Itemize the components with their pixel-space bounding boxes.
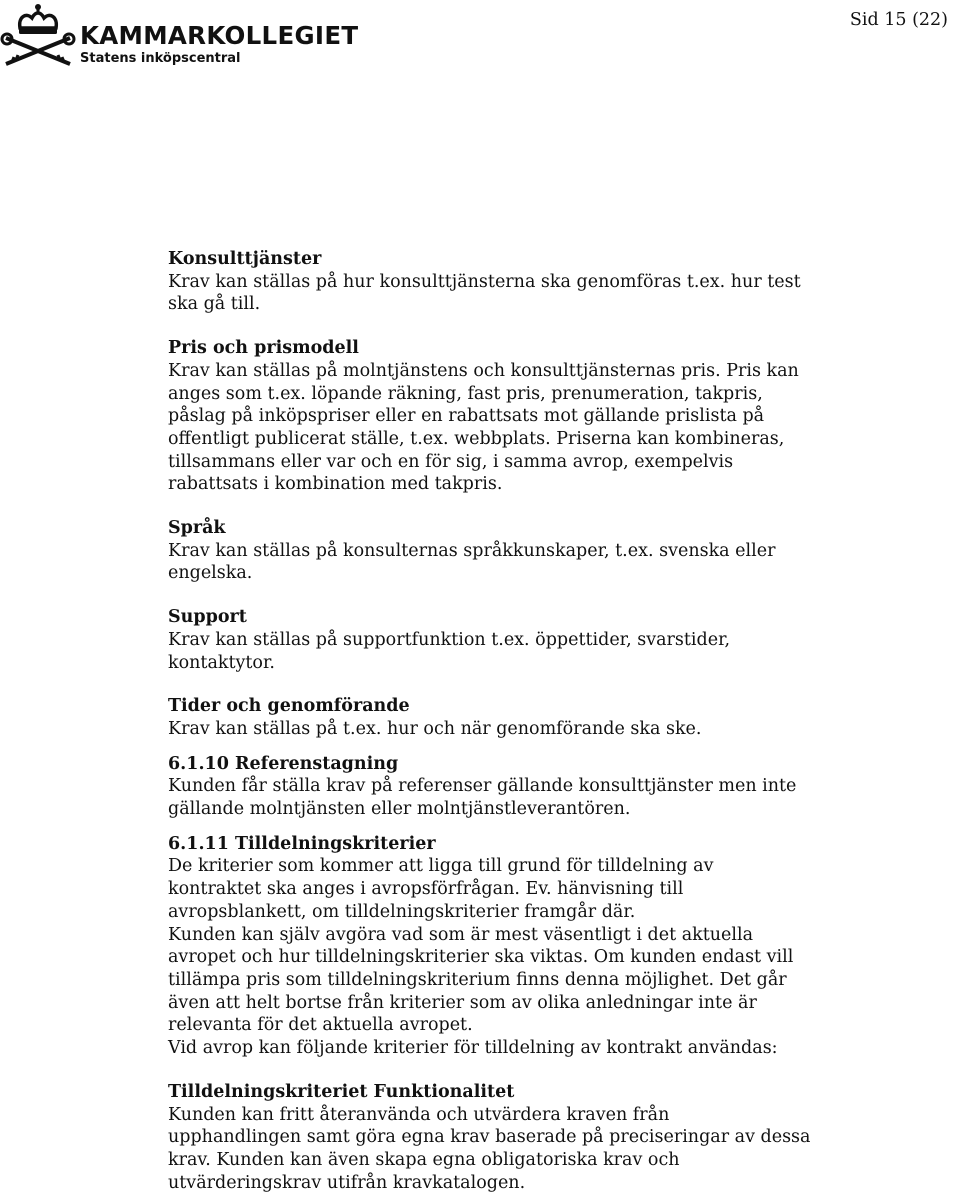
- body-line: rabattsats i kombination med takpris.: [168, 474, 503, 495]
- body-line: Krav kan ställas på t.ex. hur och när genomförande ska ske.: [168, 718, 702, 739]
- document-body: [168, 248, 818, 1194]
- body-line: Vid avrop kan följande kriterier för tilldelning av kontrakt användas:: [168, 1038, 778, 1059]
- body-line: engelska.: [168, 563, 253, 584]
- section-heading: Support: [168, 607, 247, 628]
- body-line: kontraktet ska anges i avropsförfrågan. Ev. hänvisning till: [168, 879, 684, 900]
- logo-subtitle: Statens inköpscentral: [80, 51, 241, 66]
- crown-and-keys-icon: [0, 2, 76, 66]
- body-line: Krav kan ställas på hur konsulttjänsterna ska genomföras t.ex. hur test: [168, 271, 801, 292]
- section-konsulttjanster: [168, 248, 818, 316]
- body-line: Kunden kan fritt återanvända och utvärdera kraven från: [168, 1104, 670, 1125]
- body-line: tillämpa pris som tilldelningskriterium finns denna möjlighet. Det går: [168, 969, 787, 990]
- section-heading: Tider och genomförande: [168, 696, 410, 717]
- body-line: relevanta för det aktuella avropet.: [168, 1015, 473, 1036]
- section-heading: Konsulttjänster: [168, 249, 322, 269]
- section-heading: Pris och prismodell: [168, 338, 359, 359]
- body-line: kontaktytor.: [168, 652, 275, 673]
- section-referenstagning: [168, 753, 818, 821]
- body-line: tillsammans eller var och en för sig, i samma avrop, exempelvis: [168, 451, 734, 472]
- body-line: Kunden får ställa krav på referenser gällande konsulttjänster men inte: [168, 776, 797, 797]
- body-line: Kunden kan själv avgöra vad som är mest väsentligt i det aktuella: [168, 924, 754, 945]
- section-tilldelningskriterier: [168, 833, 818, 1060]
- page-number: Sid 15 (22): [849, 10, 948, 30]
- body-line: även att helt bortse från kriterier som av olika anledningar inte är: [168, 992, 757, 1013]
- body-line: Krav kan ställas på molntjänstens och konsulttjänsternas pris. Pris kan: [168, 360, 799, 381]
- body-line: upphandlingen samt göra egna krav baserade på preciseringar av dessa: [168, 1127, 811, 1148]
- section-support: [168, 606, 818, 674]
- logo-title: KAMMARKOLLEGIET: [80, 21, 359, 50]
- section-sprak: [168, 517, 818, 585]
- body-line: avropsblankett, om tilldelningskriterier framgår där.: [168, 901, 636, 922]
- section-tider-och-genomforande: [168, 695, 818, 740]
- body-line: De kriterier som kommer att ligga till grund för tilldelning av: [168, 856, 714, 877]
- body-line: Krav kan ställas på supportfunktion t.ex. öppettider, svarstider,: [168, 629, 731, 650]
- body-line: ska gå till.: [168, 294, 261, 315]
- section-heading: Tilldelningskriteriet Funktionalitet: [168, 1081, 515, 1102]
- section-heading: 6.1.11 Tilldelningskriterier: [168, 833, 436, 854]
- section-heading: 6.1.10 Referenstagning: [168, 753, 399, 774]
- body-line: krav. Kunden kan även skapa egna obligatoriska krav och: [168, 1149, 680, 1170]
- body-line: Krav kan ställas på konsulternas språkkunskaper, t.ex. svenska eller: [168, 540, 776, 561]
- kammarkollegiet-logo: [0, 2, 359, 68]
- body-line: offentligt publicerat ställe, t.ex. webbplats. Priserna kan kombineras,: [168, 428, 785, 449]
- body-line: utvärderingskrav utifrån kravkatalogen.: [168, 1172, 526, 1193]
- body-line: anges som t.ex. löpande räkning, fast pris, prenumeration, takpris,: [168, 383, 763, 404]
- section-heading: Språk: [168, 518, 226, 539]
- section-funktionalitet: [168, 1081, 818, 1195]
- body-line: gällande molntjänsten eller molntjänstleverantören.: [168, 799, 631, 820]
- body-line: påslag på inköpspriser eller en rabattsats mot gällande prislista på: [168, 406, 765, 427]
- section-pris-och-prismodell: [168, 337, 818, 496]
- body-line: avropet och hur tilldelningskriterier ska viktas. Om kunden endast vill: [168, 947, 794, 968]
